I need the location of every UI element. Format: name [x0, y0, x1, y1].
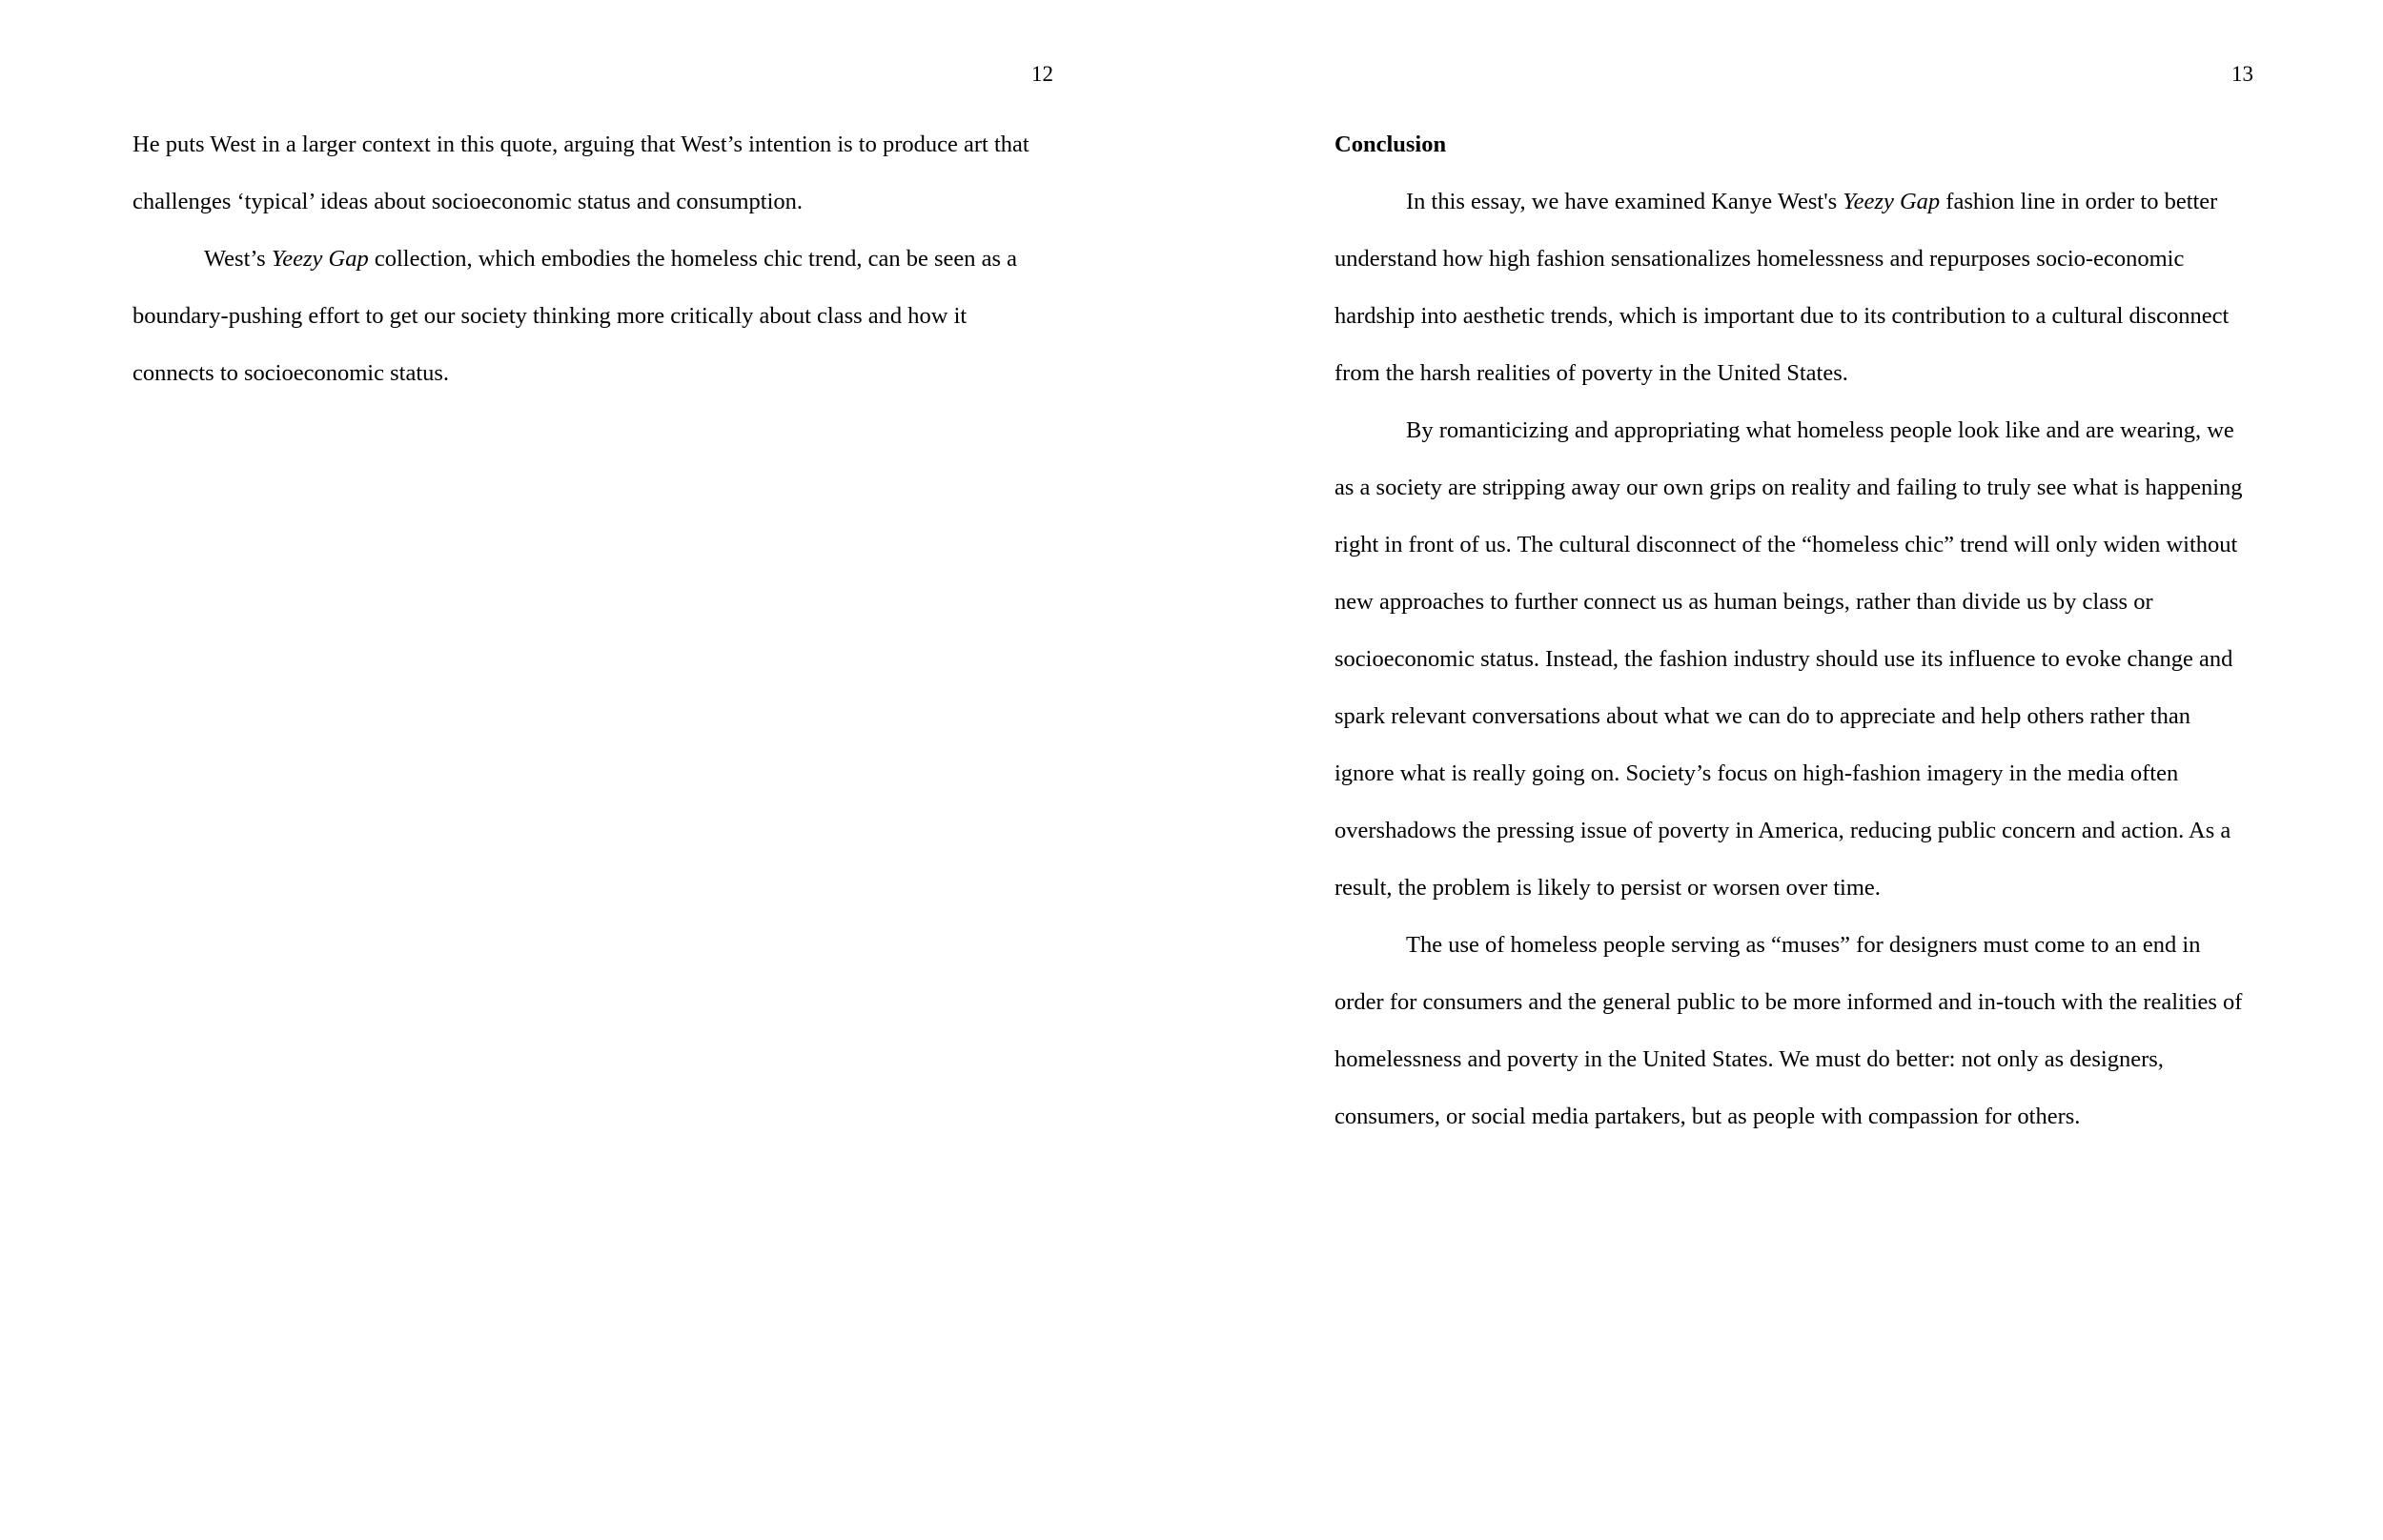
- body-line: He puts West in a larger context in this quote, arguing that West’s intention is to produce art that: [132, 132, 1029, 157]
- page-number: 13: [2231, 62, 2253, 86]
- body-line: right in front of us. The cultural disconnect of the “homeless chic” trend will only widen without: [1334, 532, 2238, 557]
- body-line: hardship into aesthetic trends, which is important due to its contribution to a cultural disconnect: [1334, 303, 2230, 329]
- page-13: [1192, 0, 2383, 1540]
- body-line: understand how high fashion sensationalizes homelessness and repurposes socio-economic: [1334, 246, 2185, 272]
- body-line: socioeconomic status. Instead, the fashion industry should use its influence to evoke change and: [1334, 646, 2233, 672]
- body-line: new approaches to further connect us as human beings, rather than divide us by class or: [1334, 589, 2153, 615]
- body-line: from the harsh realities of poverty in the United States.: [1334, 360, 1848, 386]
- italic-title: Yeezy Gap: [1843, 189, 1941, 214]
- italic-title: Yeezy Gap: [271, 246, 369, 272]
- body-line: The use of homeless people serving as “muses” for designers must come to an end in: [1406, 932, 2201, 958]
- body-line: connects to socioeconomic status.: [132, 360, 450, 386]
- section-heading: Conclusion: [1334, 132, 1447, 157]
- page-body: [132, 116, 1048, 402]
- page-number: 12: [1031, 62, 1053, 86]
- body-line: challenges ‘typical’ ideas about socioeconomic status and consumption.: [132, 189, 804, 214]
- body-line: as a society are stripping away our own grips on reality and failing to truly see what is happening: [1334, 475, 2243, 500]
- body-line: homelessness and poverty in the United States. We must do better: not only as designers,: [1334, 1046, 2164, 1072]
- body-line: result, the problem is likely to persist or worsen over time.: [1334, 875, 1881, 901]
- body-line: consumers, or social media partakers, but as people with compassion for others.: [1334, 1104, 2081, 1129]
- body-line: spark relevant conversations about what we can do to appreciate and help others rather than: [1334, 703, 2190, 729]
- page-body: [1334, 116, 2269, 1145]
- body-line: ignore what is really going on. Society’s focus on high-fashion imagery in the media often: [1334, 760, 2179, 786]
- body-line: overshadows the pressing issue of poverty in America, reducing public concern and action. As a: [1334, 818, 2231, 843]
- body-line: In this essay, we have examined Kanye West's Yeezy Gap fashion line in order to better: [1406, 189, 2218, 214]
- body-line: boundary-pushing effort to get our society thinking more critically about class and how it: [132, 303, 967, 329]
- body-line: West’s Yeezy Gap collection, which embodies the homeless chic trend, can be seen as a: [204, 246, 1018, 272]
- body-line: By romanticizing and appropriating what homeless people look like and are wearing, we: [1406, 417, 2234, 443]
- body-line: order for consumers and the general public to be more informed and in-touch with the realities of: [1334, 989, 2243, 1015]
